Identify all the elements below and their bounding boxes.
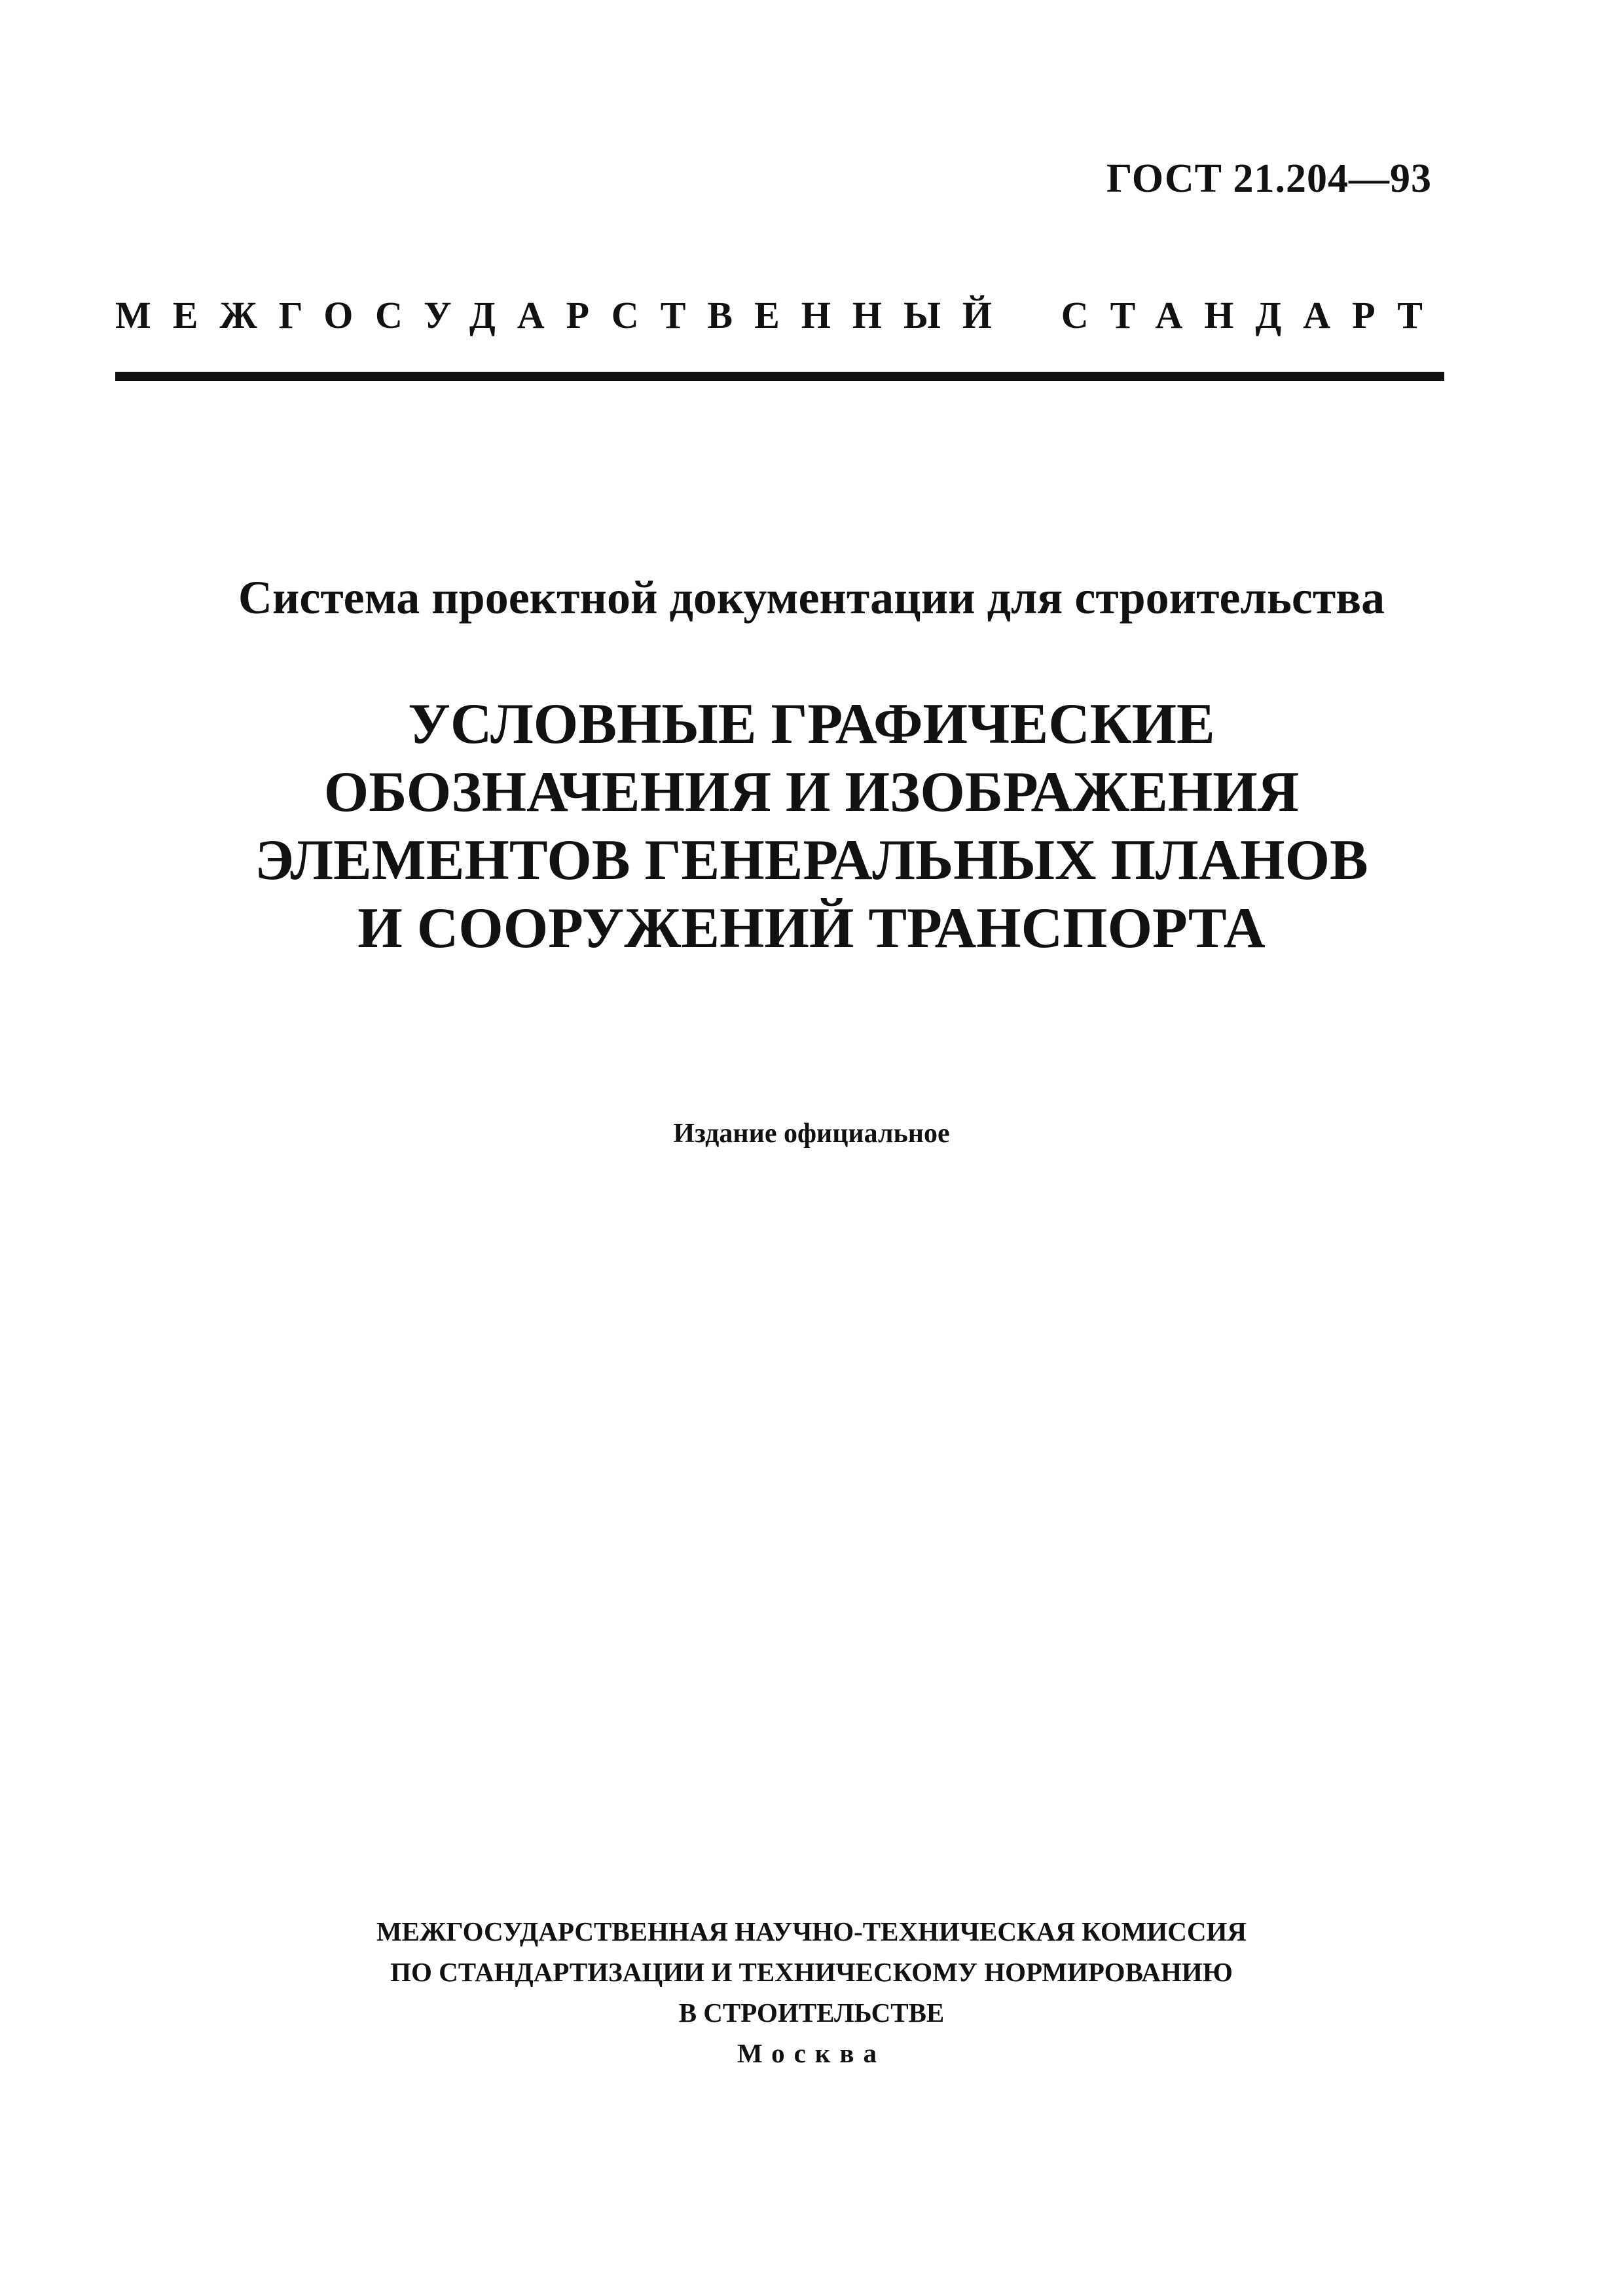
publisher-line: ПО СТАНДАРТИЗАЦИИ И ТЕХНИЧЕСКОМУ НОРМИРОВАНИЮ bbox=[390, 1957, 1233, 1987]
publisher-city: Москва bbox=[737, 2038, 886, 2068]
main-title-line: ЭЛЕМЕНТОВ ГЕНЕРАЛЬНЫХ ПЛАНОВ bbox=[255, 829, 1368, 892]
interstate-standard-label bbox=[115, 293, 1444, 337]
publisher-line: В СТРОИТЕЛЬСТВЕ bbox=[678, 1998, 945, 2028]
main-title-line: ОБОЗНАЧЕНИЯ И ИЗОБРАЖЕНИЯ bbox=[323, 761, 1300, 824]
interstate-label-word2: СТАНДАРТ bbox=[1061, 294, 1444, 336]
publisher-block bbox=[0, 1911, 1623, 2073]
system-title: Система проектной документации для строительства bbox=[238, 571, 1385, 624]
edition-label: Издание официальное bbox=[673, 1119, 950, 1149]
header-rule bbox=[115, 372, 1444, 381]
gost-number: ГОСТ 21.204—93 bbox=[1106, 156, 1432, 201]
publisher-line: МЕЖГОСУДАРСТВЕННАЯ НАУЧНО-ТЕХНИЧЕСКАЯ КОМИССИЯ bbox=[376, 1916, 1247, 1946]
main-title bbox=[0, 691, 1623, 963]
main-title-line: УСЛОВНЫЕ ГРАФИЧЕСКИЕ bbox=[408, 692, 1215, 756]
main-title-line: И СООРУЖЕНИЙ ТРАНСПОРТА bbox=[357, 897, 1266, 960]
interstate-label-word1: МЕЖГОСУДАРСТВЕННЫЙ bbox=[115, 294, 1014, 336]
